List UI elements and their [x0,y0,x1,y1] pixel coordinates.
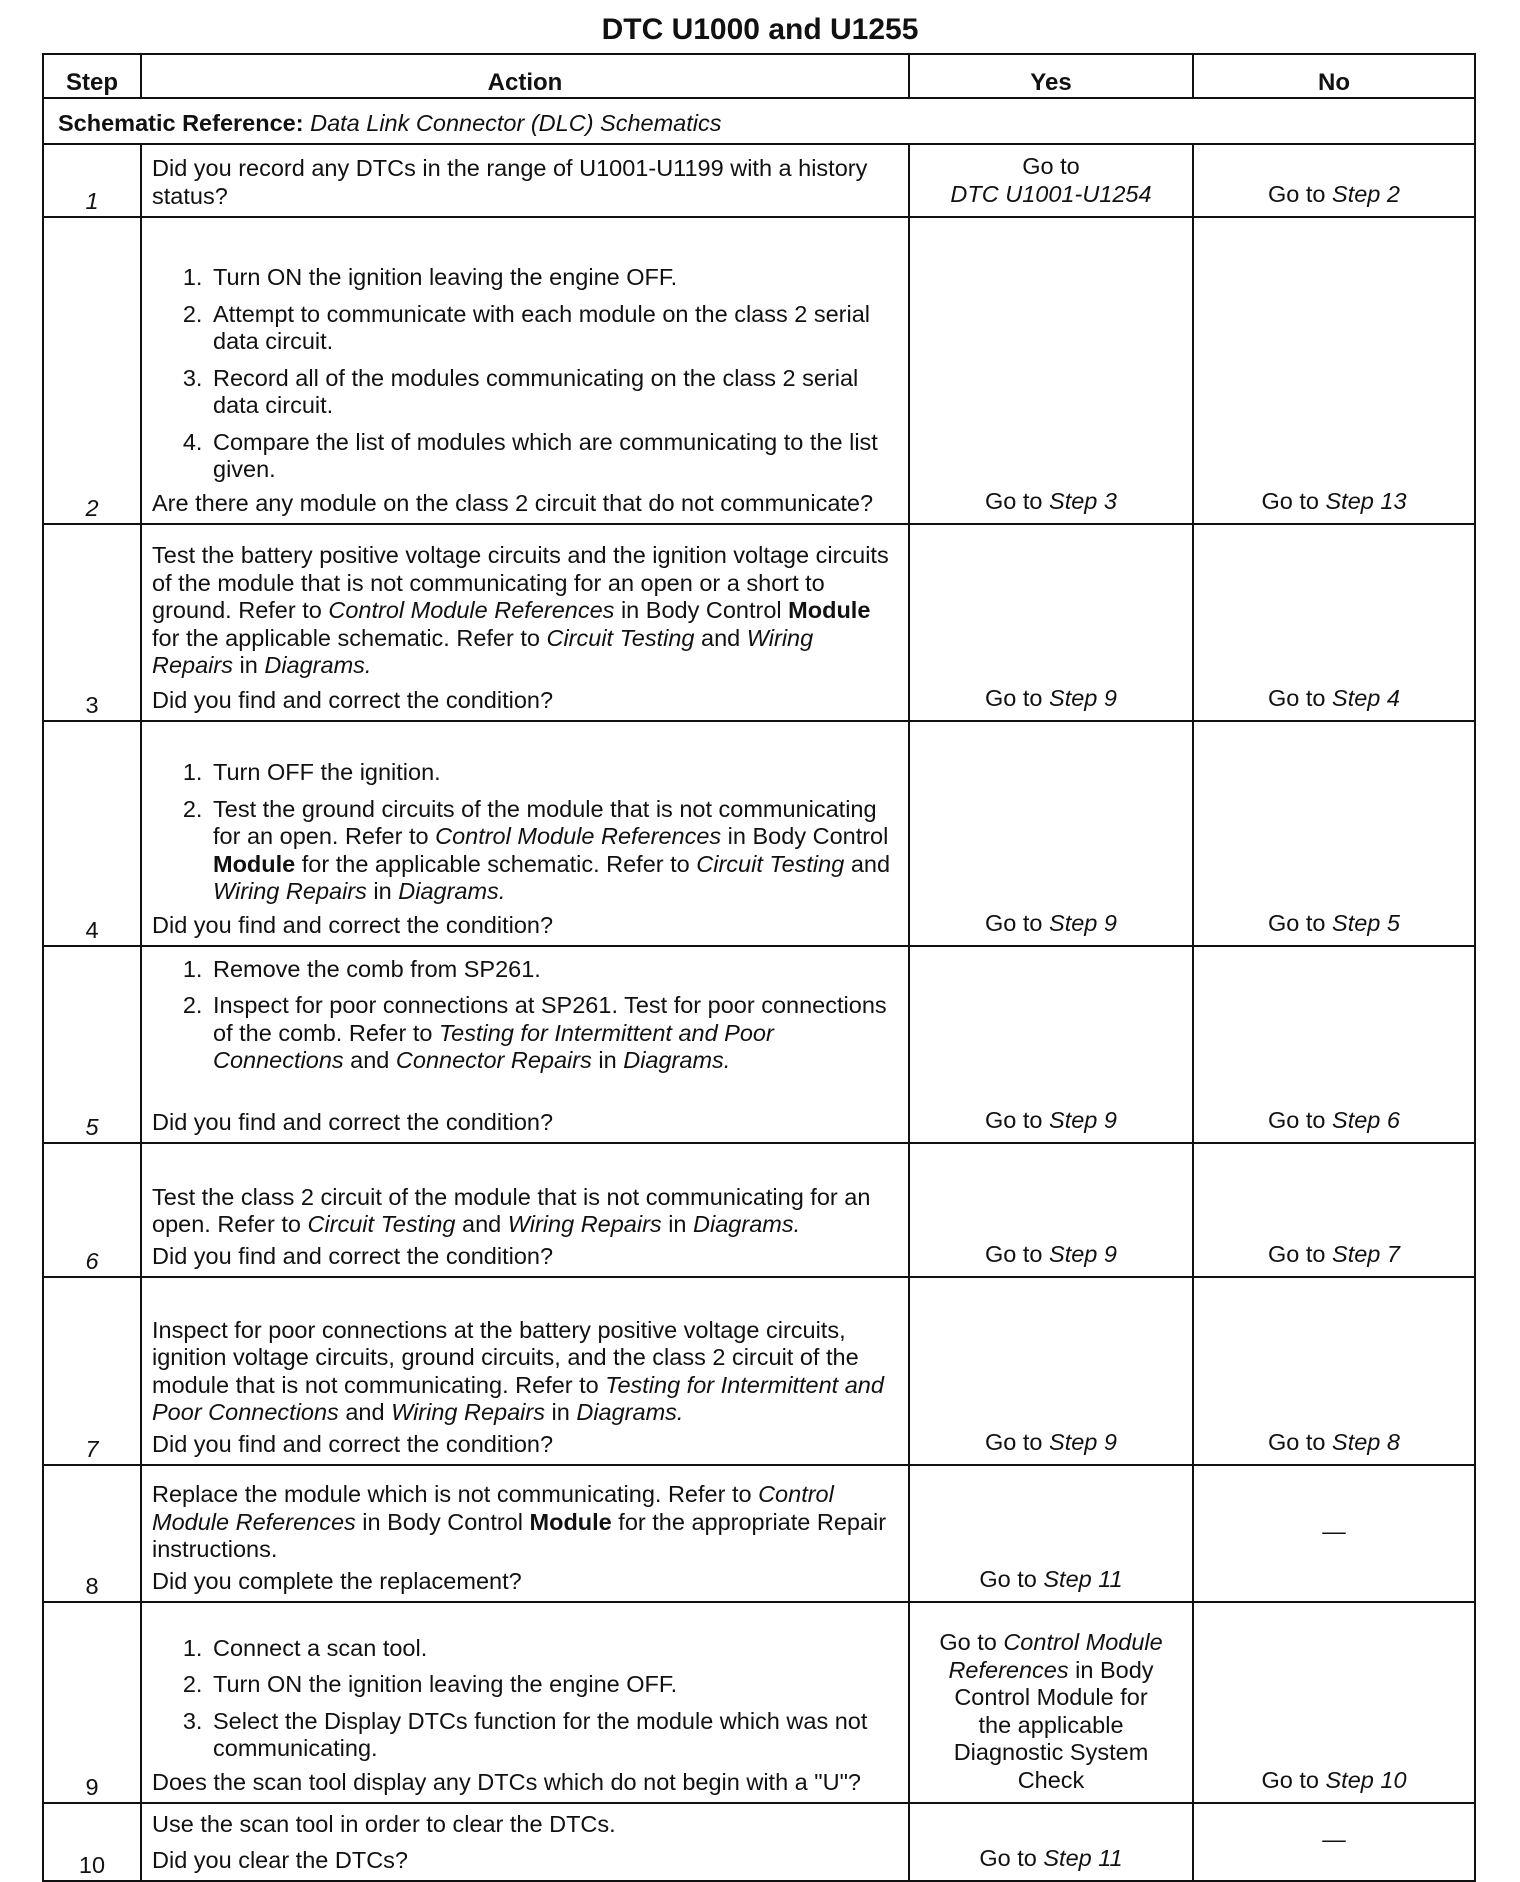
yes-prefix: Go to [985,487,1050,514]
step-number: 3 [43,524,141,721]
table-row [43,1803,1475,1881]
no-target: Step 6 [1332,1106,1400,1133]
no-dash: — [1322,1826,1346,1853]
no-cell [1193,1277,1475,1465]
table-row [43,1277,1475,1465]
table-row [43,524,1475,721]
yes-cell [909,1803,1193,1881]
table-row [43,217,1475,524]
action-text: Replace the module which is not communicating. Refer to Control Module References in Body Control Module for the appropriate Repair instructions. [152,1481,887,1562]
no-cell [1193,1143,1475,1277]
step-number: 9 [43,1602,141,1803]
schematic-value: Data Link Connector (DLC) Schematics [310,109,722,136]
page-title: DTC U1000 and U1255 [601,13,919,46]
table-row [43,946,1475,1143]
list-item: 1. Turn OFF the ignition. [209,759,898,787]
no-target: Step 8 [1332,1428,1400,1455]
action-question: Are there any module on the class 2 circuit that do not communicate? [152,489,874,516]
no-prefix: Go to [1268,1106,1333,1133]
no-prefix: Go to [1268,1428,1333,1455]
list-item: 1. Connect a scan tool. [209,1635,898,1663]
yes-prefix: Go to [985,909,1050,936]
no-target: Step 4 [1332,684,1400,711]
no-cell [1193,946,1475,1143]
yes-cell: Go to Control Module References in Body Control Module for the applicable Diagnostic System Check [909,1602,1193,1803]
no-target: Step 13 [1325,487,1407,514]
step-number: 1 [43,144,141,217]
no-prefix: Go to [1268,684,1333,711]
yes-line1: Go to [1022,153,1080,179]
action-question: Does the scan tool display any DTCs which do not begin with a "U"? [152,1768,861,1795]
action-question: Did you complete the replacement? [152,1567,522,1594]
step-number: 10 [43,1803,141,1881]
yes-cell [909,721,1193,946]
action-text: Test the class 2 circuit of the module that is not communicating for an open. Refer to Circuit Testing and Wiring Repairs in Diagrams. [152,1183,871,1237]
no-cell [1193,217,1475,524]
no-cell [1193,721,1475,946]
yes-prefix: Go to [979,1844,1044,1871]
step-number: 6 [43,1143,141,1277]
table-header-row [43,54,1475,98]
list-item: 1. Turn ON the ignition leaving the engine OFF. [209,264,898,292]
header-yes: Yes [909,54,1193,98]
step-number: 2 [43,217,141,524]
yes-target: Step 3 [1049,487,1117,514]
action-cell [141,1277,909,1465]
yes-target: Step 11 [1043,1565,1123,1592]
action-question: Did you find and correct the condition? [152,1242,554,1269]
yes-target: Step 9 [1049,1106,1117,1133]
yes-target: Step 9 [1049,909,1117,936]
action-list [152,1635,898,1763]
no-prefix: Go to [1268,180,1333,207]
schematic-label: Schematic Reference: [58,109,304,136]
header-action: Action [141,54,909,98]
table-row [43,1465,1475,1602]
yes-cell [909,946,1193,1143]
action-list [152,264,898,484]
yes-cell [909,1277,1193,1465]
action-list [152,759,898,906]
step-number: 7 [43,1277,141,1465]
action-text: Test the battery positive voltage circuits and the ignition voltage circuits of the module that is not communicating for an open or a short to ground. Refer to Control Module References in Body Control Module for the applicable schematic. Refer to Circuit Testing and Wiring Repairs in Diagrams. [152,542,889,678]
no-prefix: Go to [1261,487,1326,514]
yes-prefix: Go to [985,1240,1050,1267]
yes-cell [909,1143,1193,1277]
action-question: Did you find and correct the condition? [152,1430,554,1457]
action-text: Did you record any DTCs in the range of U1001-U1199 with a history status? [152,155,868,209]
table-row [43,1143,1475,1277]
no-target: Step 2 [1332,180,1400,207]
list-item: 2. Attempt to communicate with each module on the class 2 serial data circuit. [209,301,898,356]
yes-cell [909,217,1193,524]
list-item: 2. Inspect for poor connections at SP261. Test for poor connections of the comb. Refer to Testing for Intermittent and Poor Connections and Connector Repairs in Diagrams. [209,992,898,1075]
no-cell [1193,524,1475,721]
table-row [43,1602,1475,1803]
action-text: Inspect for poor connections at the battery positive voltage circuits, ignition voltage circuits, ground circuits, and the class 2 circuit of the module that is not communicating. Refer to Testing for Intermittent and Poor Connections and Wiring Repairs in Diagrams. [152,1316,884,1425]
action-cell [141,946,909,1143]
yes-prefix: Go to [985,1106,1050,1133]
yes-cell [909,1465,1193,1602]
yes-target: Step 9 [1049,684,1117,711]
list-item: 2. Turn ON the ignition leaving the engine OFF. [209,1671,898,1699]
list-item: 2. Test the ground circuits of the module that is not communicating for an open. Refer to Control Module References in Body Control Module for the applicable schematic. Refer to Circuit Testing and Wiring Repairs in Diagrams. [209,796,898,906]
yes-prefix: Go to [979,1565,1044,1592]
action-cell [141,721,909,946]
action-question: Did you find and correct the condition? [152,911,554,938]
yes-line2: DTC U1001-U1254 [950,180,1152,207]
list-item: 3. Select the Display DTCs function for the module which was not communicating. [209,1708,898,1763]
list-item: 1. Remove the comb from SP261. [209,956,898,984]
step-number: 8 [43,1465,141,1602]
header-step: Step [43,54,141,98]
step-number: 5 [43,946,141,1143]
no-target: Step 5 [1332,909,1400,936]
step-number: 4 [43,721,141,946]
action-text: Use the scan tool in order to clear the DTCs. [152,1811,616,1837]
schematic-reference [43,98,1475,144]
action-cell [141,524,909,721]
action-cell [141,1602,909,1803]
header-no: No [1193,54,1475,98]
action-question: Did you find and correct the condition? [152,686,554,713]
no-dash: — [1322,1517,1346,1544]
no-cell [1193,1602,1475,1803]
yes-prefix: Go to [985,684,1050,711]
action-cell [141,217,909,524]
no-target: Step 7 [1332,1240,1400,1267]
no-prefix: Go to [1268,1240,1333,1267]
action-question: Did you clear the DTCs? [152,1846,408,1873]
list-item: 4. Compare the list of modules which are communicating to the list given. [209,429,898,484]
no-cell [1193,1803,1475,1881]
action-cell [141,144,909,217]
action-cell [141,1143,909,1277]
yes-target: Step 9 [1049,1428,1117,1455]
action-list [152,956,898,1075]
no-target: Step 10 [1325,1766,1407,1793]
table-row [43,144,1475,217]
no-prefix: Go to [1268,909,1333,936]
no-prefix: Go to [1261,1766,1326,1793]
table-row [43,721,1475,946]
yes-prefix: Go to [985,1428,1050,1455]
dtc-table [42,53,1476,1882]
no-cell [1193,144,1475,217]
yes-target: Step 11 [1043,1844,1123,1871]
schematic-reference-row [43,98,1475,144]
yes-cell [909,524,1193,721]
no-cell [1193,1465,1475,1602]
yes-cell [909,144,1193,217]
list-item: 3. Record all of the modules communicating on the class 2 serial data circuit. [209,365,898,420]
action-question: Did you find and correct the condition? [152,1108,554,1135]
yes-target: Step 9 [1049,1240,1117,1267]
action-cell [141,1465,909,1602]
action-cell [141,1803,909,1881]
